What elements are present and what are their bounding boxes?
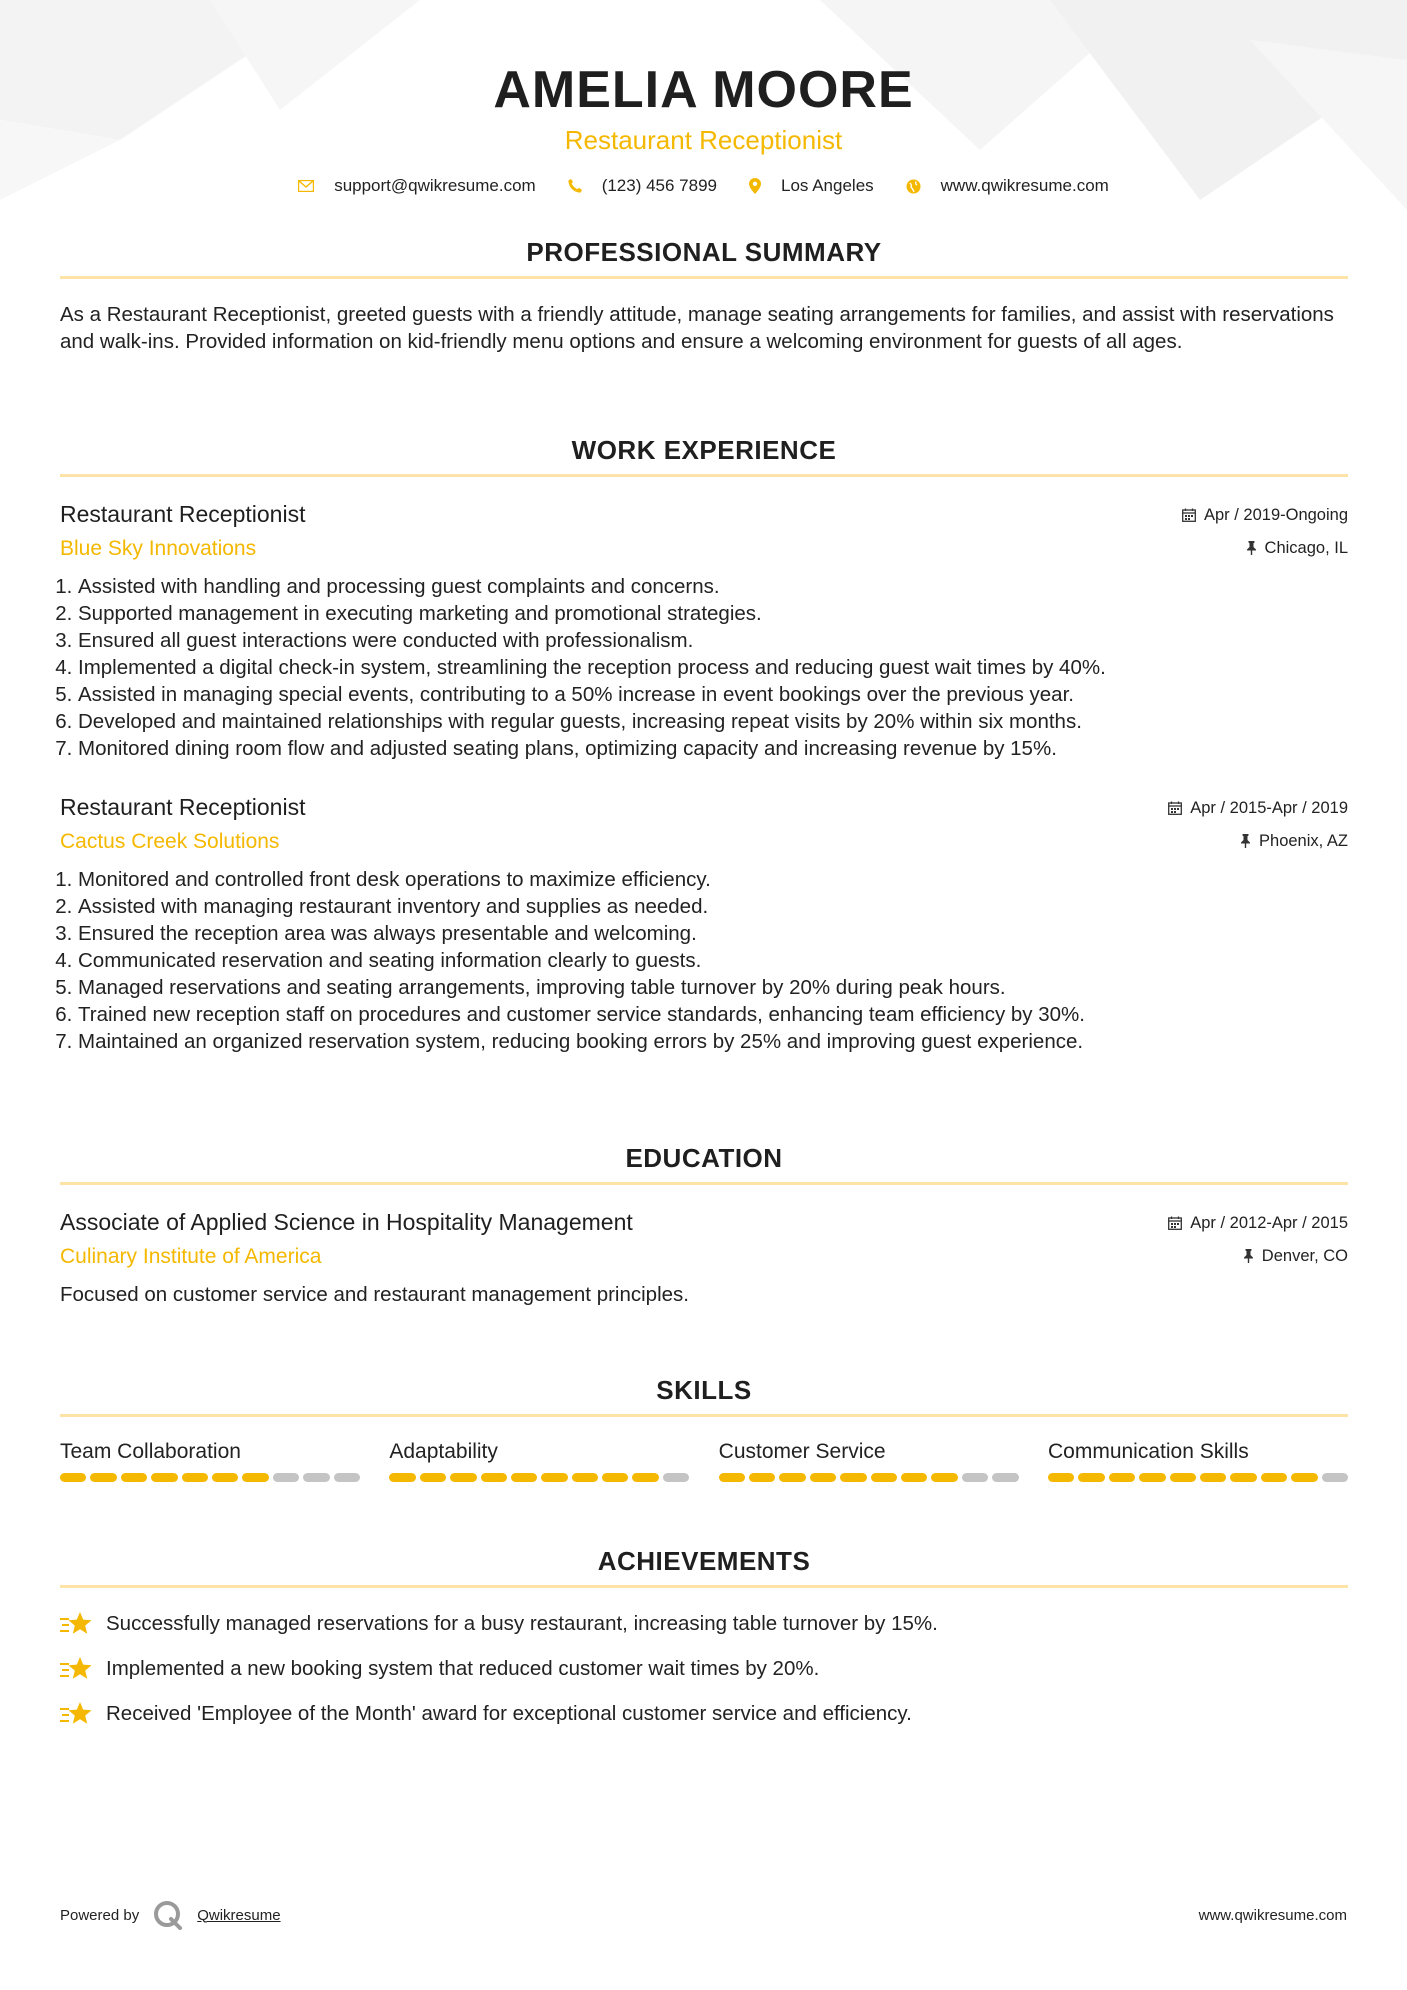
school-name: Culinary Institute of America — [60, 1245, 322, 1268]
job-dates: Apr / 2015-Apr / 2019 — [1190, 799, 1348, 817]
list-item: 3. Ensured the reception area was always presentable and welcoming. — [78, 920, 1348, 947]
contact-website[interactable] — [906, 176, 1109, 196]
rating-dot-filled — [420, 1473, 446, 1482]
rating-dot-filled — [1261, 1473, 1287, 1482]
rating-dot-filled — [1109, 1473, 1135, 1482]
rating-dot-filled — [1170, 1473, 1196, 1482]
list-item: 1. Assisted with handling and processing guest complaints and concerns. — [78, 573, 1348, 600]
rating-dot-empty — [992, 1473, 1018, 1482]
contact-location — [749, 176, 874, 196]
duty-list — [60, 573, 1348, 762]
phone-icon — [568, 179, 582, 193]
location-text: Los Angeles — [781, 176, 874, 195]
summary-text: As a Restaurant Receptionist, greeted guests with a friendly attitude, manage seating arrangements for families, and assist with reservations and walk-ins. Provided information on kid-friendly menu options and ensure a welcoming environment for guests of all ages. — [60, 303, 1334, 353]
rating-dot-filled — [810, 1473, 836, 1482]
phone-text: (123) 456 7899 — [601, 176, 718, 195]
achievement-text: Successfully managed reservations for a busy restaurant, increasing table turnover by 15%. — [106, 1612, 938, 1635]
rating-dot-filled — [931, 1473, 957, 1482]
rating-dot-filled — [1230, 1473, 1256, 1482]
shooting-star-icon — [60, 1701, 92, 1727]
map-pin-icon — [749, 178, 761, 194]
education-description: Focused on customer service and restaurant management principles. — [60, 1283, 689, 1306]
rating-dot-filled — [1139, 1473, 1165, 1482]
education-section — [60, 1142, 1348, 1308]
education-heading: EDUCATION — [625, 1143, 783, 1173]
rating-dot-filled — [1291, 1473, 1317, 1482]
job-dates: Apr / 2019-Ongoing — [1203, 506, 1348, 524]
powered-by-label: Powered by — [60, 1906, 140, 1924]
footer-website[interactable]: www.qwikresume.com — [1198, 1906, 1347, 1924]
duty-list — [60, 866, 1348, 1055]
list-item: 6. Trained new reception staff on procedures and customer service standards, enhancing team efficiency by 30%. — [78, 1001, 1348, 1028]
website-text: www.qwikresume.com — [940, 176, 1109, 195]
list-item: 5. Managed reservations and seating arrangements, improving table turnover by 20% during peak hours. — [78, 974, 1348, 1001]
rating-dot-filled — [1048, 1473, 1074, 1482]
achievement-item — [60, 1655, 1348, 1682]
rating-dot-filled — [749, 1473, 775, 1482]
rating-dot-filled — [389, 1473, 415, 1482]
list-item: 7. Maintained an organized reservation system, reducing booking errors by 25% and improving guest experience. — [78, 1028, 1348, 1055]
rating-dot-filled — [121, 1473, 147, 1482]
envelope-icon — [298, 180, 314, 192]
skill-item — [389, 1439, 689, 1482]
section-divider — [60, 1414, 1348, 1417]
skills-row — [60, 1439, 1348, 1482]
achievement-list — [60, 1610, 1348, 1727]
resume-header — [0, 0, 1407, 196]
shooting-star-icon — [60, 1611, 92, 1637]
rating-dot-filled — [572, 1473, 598, 1482]
list-item: 5. Assisted in managing special events, contributing to a 50% increase in event bookings over the previous year. — [78, 681, 1348, 708]
company-name: Blue Sky Innovations — [60, 537, 257, 560]
skill-rating — [60, 1473, 360, 1482]
achievement-item — [60, 1610, 1348, 1637]
globe-icon — [906, 179, 921, 194]
rating-dot-filled — [450, 1473, 476, 1482]
skill-item — [719, 1439, 1019, 1482]
job-title: Restaurant Receptionist — [60, 501, 306, 527]
skill-name: Adaptability — [389, 1440, 498, 1463]
candidate-role: Restaurant Receptionist — [564, 125, 843, 155]
skill-name: Communication Skills — [1047, 1440, 1249, 1463]
rating-dot-filled — [212, 1473, 238, 1482]
rating-dot-empty — [273, 1473, 299, 1482]
qwikresume-link[interactable]: Qwikresume — [197, 1906, 281, 1924]
rating-dot-filled — [151, 1473, 177, 1482]
job-location: Chicago, IL — [1264, 539, 1348, 557]
qwikresume-logo-icon — [153, 1900, 183, 1930]
contact-email[interactable] — [298, 176, 536, 196]
skill-item — [60, 1439, 360, 1482]
rating-dot-filled — [1078, 1473, 1104, 1482]
list-item: 3. Ensured all guest interactions were conducted with professionalism. — [78, 627, 1348, 654]
rating-dot-filled — [182, 1473, 208, 1482]
contact-phone[interactable] — [568, 176, 717, 196]
job-entry — [60, 792, 1348, 1055]
powered-by — [60, 1900, 281, 1930]
achievement-text: Implemented a new booking system that reduced customer wait times by 20%. — [106, 1657, 820, 1680]
list-item: 4. Communicated reservation and seating information clearly to guests. — [78, 947, 1348, 974]
section-divider — [60, 474, 1348, 477]
skills-heading: SKILLS — [656, 1375, 752, 1405]
list-item: 2. Assisted with managing restaurant inventory and supplies as needed. — [78, 893, 1348, 920]
rating-dot-filled — [481, 1473, 507, 1482]
skill-rating — [389, 1473, 689, 1482]
rating-dot-filled — [632, 1473, 658, 1482]
job-meta — [1168, 792, 1348, 852]
education-dates: Apr / 2012-Apr / 2015 — [1190, 1214, 1348, 1232]
pin-icon — [1240, 834, 1251, 848]
calendar-icon — [1182, 508, 1196, 522]
rating-dot-filled — [60, 1473, 86, 1482]
pin-icon — [1246, 541, 1257, 555]
job-meta — [1182, 499, 1348, 559]
education-meta — [1168, 1207, 1348, 1267]
list-item: 6. Developed and maintained relationships with regular guests, increasing repeat visits by 20% within six months. — [78, 708, 1348, 735]
section-divider — [60, 1585, 1348, 1588]
rating-dot-empty — [334, 1473, 360, 1482]
achievements-section — [60, 1545, 1348, 1727]
section-divider — [60, 276, 1348, 279]
rating-dot-filled — [779, 1473, 805, 1482]
skill-name: Customer Service — [718, 1440, 886, 1463]
skill-item — [1048, 1439, 1348, 1482]
rating-dot-filled — [602, 1473, 628, 1482]
achievement-text: Received 'Employee of the Month' award for exceptional customer service and efficiency. — [106, 1702, 912, 1725]
rating-dot-empty — [1322, 1473, 1348, 1482]
rating-dot-filled — [871, 1473, 897, 1482]
pin-icon — [1243, 1249, 1254, 1263]
rating-dot-filled — [840, 1473, 866, 1482]
rating-dot-filled — [541, 1473, 567, 1482]
rating-dot-filled — [511, 1473, 537, 1482]
job-location: Phoenix, AZ — [1259, 832, 1348, 850]
calendar-icon — [1168, 1216, 1182, 1230]
rating-dot-filled — [242, 1473, 268, 1482]
company-name: Cactus Creek Solutions — [60, 830, 280, 853]
experience-heading: WORK EXPERIENCE — [571, 435, 837, 465]
calendar-icon — [1168, 801, 1182, 815]
list-item: 4. Implemented a digital check-in system, streamlining the reception process and reducing guest wait times by 40%. — [78, 654, 1348, 681]
candidate-name: AMELIA MOORE — [493, 61, 914, 119]
shooting-star-icon — [60, 1656, 92, 1682]
summary-section — [60, 236, 1348, 355]
job-entry — [60, 499, 1348, 762]
rating-dot-filled — [1200, 1473, 1226, 1482]
skill-name: Team Collaboration — [60, 1440, 241, 1463]
list-item: 7. Monitored dining room flow and adjusted seating plans, optimizing capacity and increasing revenue by 15%. — [78, 735, 1348, 762]
rating-dot-filled — [901, 1473, 927, 1482]
rating-dot-filled — [90, 1473, 116, 1482]
page-footer — [60, 1900, 1347, 1930]
list-item: 2. Supported management in executing marketing and promotional strategies. — [78, 600, 1348, 627]
list-item: 1. Monitored and controlled front desk operations to maximize efficiency. — [78, 866, 1348, 893]
skill-rating — [1048, 1473, 1348, 1482]
experience-section — [60, 434, 1348, 1055]
education-entry — [60, 1207, 1348, 1308]
job-title: Restaurant Receptionist — [60, 794, 306, 820]
education-location: Denver, CO — [1261, 1247, 1348, 1265]
skill-rating — [719, 1473, 1019, 1482]
section-divider — [60, 1182, 1348, 1185]
rating-dot-empty — [303, 1473, 329, 1482]
rating-dot-empty — [663, 1473, 689, 1482]
rating-dot-empty — [962, 1473, 988, 1482]
email-text: support@qwikresume.com — [334, 176, 536, 195]
skills-section — [60, 1374, 1348, 1482]
rating-dot-filled — [719, 1473, 745, 1482]
contact-bar — [0, 176, 1407, 196]
degree-title: Associate of Applied Science in Hospitality Management — [60, 1209, 633, 1235]
achievements-heading: ACHIEVEMENTS — [597, 1546, 811, 1576]
achievement-item — [60, 1700, 1348, 1727]
summary-heading: PROFESSIONAL SUMMARY — [526, 237, 882, 267]
